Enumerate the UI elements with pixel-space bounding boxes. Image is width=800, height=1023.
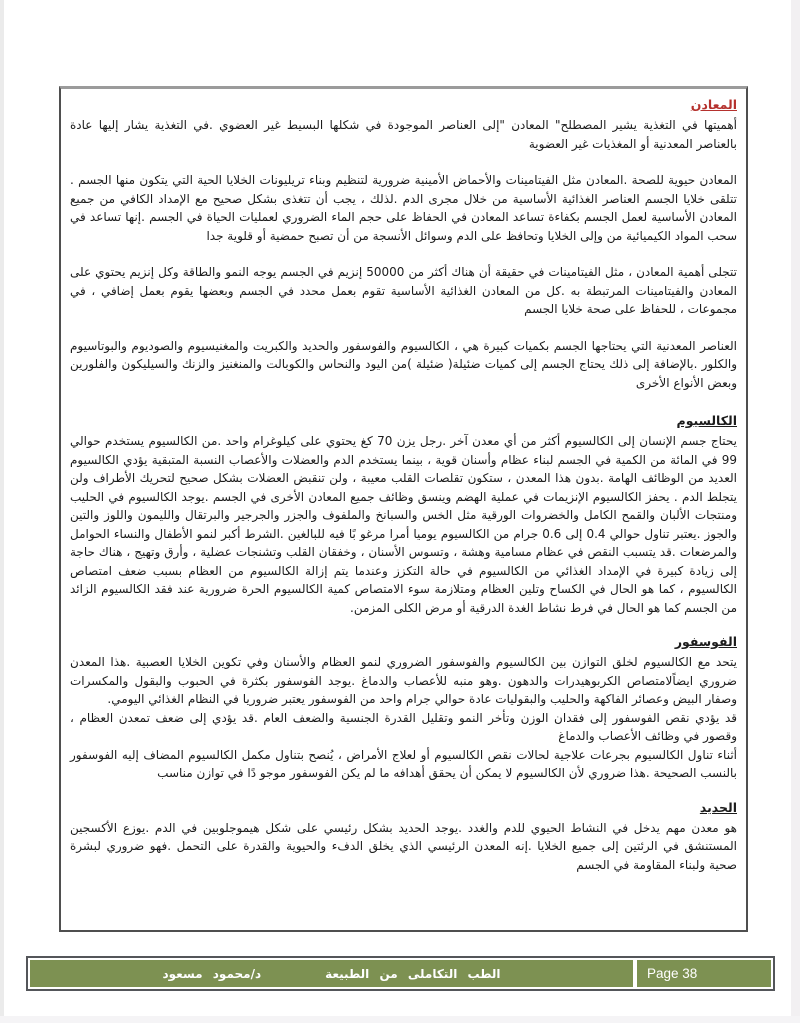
- minerals-paragraph-1: أهميتها في التغذية يشير المصطلح" المعادن "إلى العناصر الموجودة في شكلها البسيط غير العضوي .في التغذية يشار إليها عادة بالعناصر المعدنية أو المغذيات غير العضوية: [70, 118, 737, 151]
- footer-bar: [26, 956, 775, 991]
- phosphorus-paragraph-1: يتحد مع الكالسيوم لخلق التوازن بين الكالسيوم والفوسفور الضروري لنمو العظام والأسنان وفي تكوين الخلايا العصبية .هذا المعدن ضروري ايضاًلامتصاص الكربوهيدرات والدهون .وهو منبه للأعصاب والدماغ .يوجد الفوسفور بكثرة في الحبوب والبقول والمكسرات وصفار البيض وعصائر الفاكهة والحليب والبقوليات عادة حوالي جرام واحد من الفوسفور يعتبر ضروريا في النظام الغذائي اليومي.: [70, 655, 737, 706]
- iron-paragraph-1: هو معدن مهم يدخل في النشاط الحيوي للدم والغدد .يوجد الحديد بشكل رئيسي على شكل هيموجلوبين في الدم .يوزع الأكسجين المستنشق في الرئتين إلى جميع الخلايا .إنه المعدن الرئيسي الذي يخلق الدفء والحيوية والقدرة على التحمل .فهو ضروري لبشرة صحية ولبناء المقاومة في الجسم: [70, 820, 737, 872]
- calcium-section: [70, 410, 737, 617]
- phosphorus-paragraph-2: قد يؤدي نقص الفوسفور إلى فقدان الوزن وتأخر النمو وتقليل القدرة الجنسية والضعف العام .قد يؤدي إلى ضعف تمعدن العظام ، وقصور في وظائف الأعصاب والدماغ: [70, 710, 737, 743]
- phosphorus-heading: الفوسفور: [674, 634, 737, 649]
- footer-author: د/محمود مسعود: [162, 966, 262, 981]
- page-edge-right: [791, 0, 800, 1023]
- phosphorus-paragraph-3: أثناء تناول الكالسيوم بجرعات علاجية لحالات نقص الكالسيوم أو لعلاج الأمراض ، يُنصح بتناول مكمل الكالسيوم المضاف إليه الفوسفور بالنسب الصحيحة .هذا ضروري لأن الكالسيوم لا يمكن أن يحقق أهدافه ما لم يكن الفوسفور موجو دًا في توازن مناسب: [70, 747, 737, 780]
- calcium-paragraph-1: يحتاج جسم الإنسان إلى الكالسيوم أكثر من أي معدن آخر .رجل يزن 70 كغ يحتوي على كيلوغرام واحد .من الكالسيوم يستخدم حوالي 99 في المائة من الكمية في الجسم لبناء عظام وأسنان قوية ، بينما يستخدم الدم والعضلات والأعصاب النسبة المتبقية يؤدي الكالسيوم العديد من الوظائف الهامة .بدون هذا المعدن ، ستكون تقلصات القلب معيبة ، ولن تنقبض العضلات بشكل صحيح لتحريك الأطراف ولن يتجلط الدم . يحفز الكالسيوم الإنزيمات في عملية الهضم وينسق وظائف جميع المعادن الأخرى في الجسم .يوجد الكالسيوم في الحليب ومنتجات الألبان والقمح الكامل والخضروات الورقية مثل الخس والسبانخ والملفوف والجزر والجرجير والبرتقال والليمون واللوز والتين والجوز .يعتبر تناول حوالي 0.4 إلى 0.6 جرام من الكالسيوم يوميا أمرا مرغو بًا فيه للبالغين .الشرط أكبر لنمو الأطفال والنساء الحوامل والمرضعات .قد يتسبب النقص في عظام مسامية وهشة ، وتسوس الأسنان ، وخفقان القلب وتشنجات عضلية ، وأرق وتهيج ، هناك حاجة إلى زيادة كبيرة في الإمداد الغذائي من الكالسيوم في حالة التكزز وعندما يتم إزالة الكالسيوم من العظام بسبب ضعف امتصاص الكالسيوم ، كما هو الحال في الكساح وتلين العظام ومتلازمة سوء الامتصاص كمية الكالسيوم الحرة ضرورية عند فقد الكالسيوم الزائد من الجسم كما هو الحال في فرط نشاط الغدة الدرقية أو مرض الكلى المزمن.: [70, 434, 737, 615]
- iron-section: [70, 797, 737, 875]
- minerals-paragraph-4: العناصر المعدنية التي يحتاجها الجسم بكميات كبيرة هي ، الكالسيوم والفوسفور والحديد والكبريت والمغنيسيوم والصوديوم والبوتاسيوم والكلور .بالإضافة إلى ذلك يحتاج الجسم إلى كميات ضئيلة( ضئيلة )من اليود والنحاس والكوبالت والمنغنيز والزنك والسيليكون والفلورين وبعض الأنواع الأخرى: [70, 338, 737, 390]
- footer-book-title: الطب التكاملى من الطبيعة: [325, 966, 501, 981]
- footer-page-number: Page 38: [647, 966, 698, 981]
- minerals-paragraph-2: المعادن حيوية للصحة .المعادن مثل الفيتامينات والأحماض الأمينية ضرورية لتنظيم وبناء تريليونات الخلايا الحية التي يتكون منها الجسم . تتلقى خلايا الجسم العناصر الغذائية الأساسية من خلال مجرى الدم .لذلك ، يجب أن تتغذى بشكل صحيح مع الإمداد الكافي من جميع المعادن الأساسية لعمل الجسم بكفاءة تساعد المعادن في الحفاظ على حجم الماء الضروري لعمليات الحياة في الجسم .إنها تساعد في سحب المواد الكيميائية من وإلى الخلايا وتحافظ على الدم وسوائل الأنسجة من أن تصبح حمضية أو قلوية جدا: [70, 173, 737, 243]
- page-edge-bottom: [0, 1016, 800, 1023]
- iron-heading: الحديد: [699, 799, 737, 815]
- phosphorus-section: [70, 631, 737, 783]
- minerals-heading: المعادن: [690, 97, 737, 112]
- minerals-section: [70, 94, 737, 392]
- page-edge-left: [0, 0, 4, 1023]
- content-box: [59, 86, 748, 932]
- calcium-heading: الكالسيوم: [676, 413, 737, 428]
- footer-page-cell: [637, 960, 771, 987]
- footer-title-cell: [30, 960, 633, 987]
- minerals-paragraph-3: تتجلى أهمية المعادن ، مثل الفيتامينات في حقيقة أن هناك أكثر من 50000 إنزيم في الجسم يوجه النمو والطاقة وكل إنزيم يحتوي على المعادن والفيتامينات المرتبطة به .كل من المعادن الغذائية الأساسية تقوم بعمل محدد في الجسم وبعضها يقوم بعمل إضافي ، في مجموعات ، للحفاظ على صحة خلايا الجسم: [70, 265, 737, 316]
